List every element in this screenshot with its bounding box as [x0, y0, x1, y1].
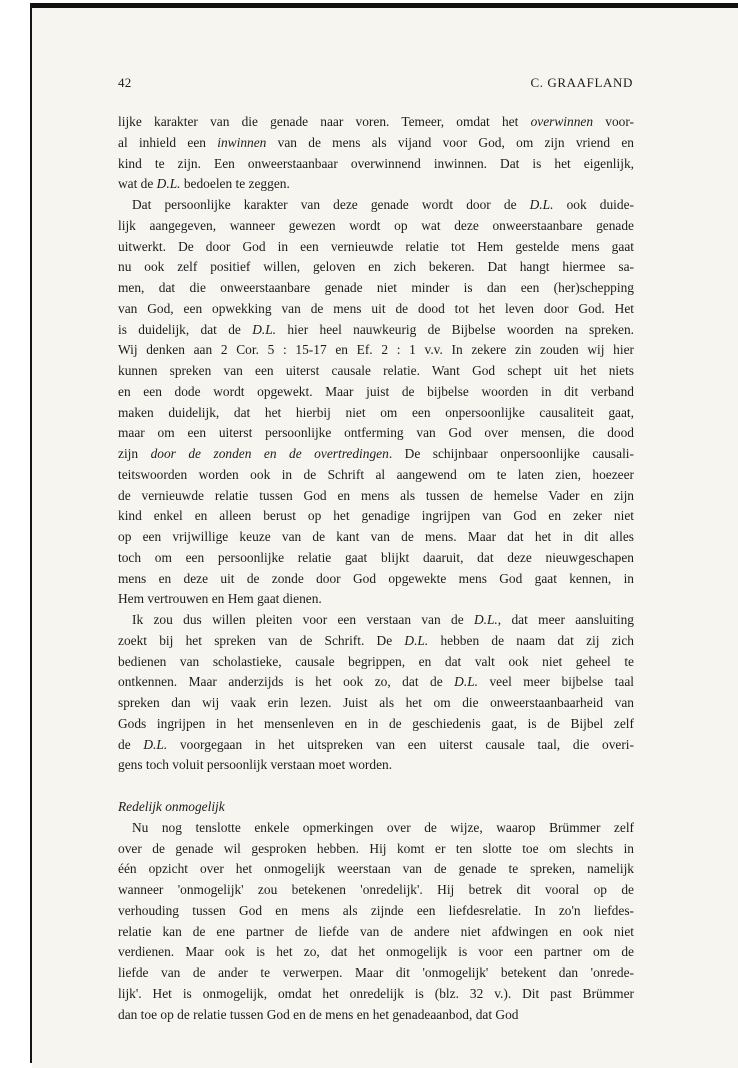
text-line: spreken dan wij vaak erin lezen. Juist als het om die onweerstaanbaarheid van: [118, 695, 634, 710]
text-line: de D.L. voorgegaan in het uitspreken van een uiterst causale taal, die overi-: [118, 736, 634, 752]
text-line: men, dat die onweerstaanbare genade niet minder is dan een (her)schepping: [118, 280, 634, 295]
text-line: Gods ingrijpen in het mensenleven en in de geschiedenis gaat, is de Bijbel zelf: [118, 715, 634, 731]
text-line: zijn door de zonden en de overtredingen. De schijnbaar onpersoonlijke causali-: [118, 446, 634, 461]
text-line: wanneer 'onmogelijk' zou betekenen 'onredelijk'. Hij betrek dit vooral op de: [118, 882, 634, 897]
text-line: over de genade wil gesproken hebben. Hij komt er ten slotte toe om slechts in: [118, 840, 634, 856]
text-line: ontkennen. Maar anderzijds is het ook zo, dat de D.L. veel meer bijbelse taal: [118, 674, 634, 690]
scan-border-left: [30, 3, 32, 1063]
paragraph: [118, 818, 634, 1026]
text-line: toch om een persoonlijke relatie gaat blijkt daaruit, dat deze nieuwgeschapen: [118, 549, 634, 565]
italic-phrase: D.L.: [404, 632, 429, 648]
text-line: kind te zijn. Een onweerstaanbaar overwinnend inwinnen. Dat is het eigenlijk,: [118, 155, 634, 171]
text-line: lijke karakter van die genade naar voren. Temeer, omdat het overwinnen voor-: [118, 114, 634, 129]
text-line: kind enkel en alleen berust op het genadige ingrijpen van God en zeker niet: [118, 508, 634, 524]
text-line: wat de D.L. bedoelen te zeggen.: [118, 176, 290, 192]
text-line: liefde van de ander te verwerpen. Maar dit 'onmogelijk' betekent dan 'onrede-: [118, 965, 634, 980]
text-line: is duidelijk, dat de D.L. hier heel nauwkeurig de Bijbelse woorden na spreken.: [118, 321, 634, 337]
text-line: van God, een opwekking van de mens uit de dood tot het leven door God. Het: [118, 300, 634, 316]
text-line: Hem vertrouwen en Hem gaat dienen.: [118, 591, 322, 607]
text-line: teitswoorden worden ook in de Schrift al aangewend om te laten zien, hoezeer: [118, 466, 634, 482]
text-line: kunnen spreken van een uiterst causale relatie. Want God schept uit het niets: [118, 363, 634, 378]
text-line: zoekt bij het spreken van de Schrift. De D.L. hebben de naam dat zij zich: [118, 632, 635, 648]
italic-phrase: D.L.: [529, 197, 554, 212]
italic-phrase: D.L.: [473, 612, 498, 627]
page-number: 42: [118, 75, 132, 90]
text-line: verhouding tussen God en mens als zijnde een liefdesrelatie. In zo'n liefdes-: [118, 902, 634, 918]
paragraph: [118, 112, 634, 195]
text-line: Ik zou dus willen pleiten voor een verstaan van de D.L., dat meer aansluiting: [132, 612, 635, 627]
section-heading-text: Redelijk onmogelijk: [118, 799, 225, 814]
italic-phrase: D.L.: [156, 176, 181, 192]
text-line: bedienen van scholastieke, causale begrippen, en dat valt ook niet geheel te: [118, 653, 634, 669]
italic-phrase: D.L.: [143, 736, 168, 752]
text-line: dan toe op de relatie tussen God en de mens en het genadeaanbod, dat God: [118, 1006, 519, 1022]
italic-phrase: overwinnen: [530, 114, 594, 129]
text-line: maar om een uiterst persoonlijke ontferming van God over mensen, die dood: [118, 425, 634, 441]
text-line: de vernieuwde relatie tussen God en mens als tussen de hemelse Vader en zijn: [118, 487, 634, 503]
italic-phrase: D.L.: [252, 321, 277, 337]
paragraph: [118, 195, 634, 610]
text-line: maken duidelijk, dat het hierbij niet om een onpersoonlijke causaliteit gaat,: [118, 404, 634, 420]
text-line: één opzicht over het onmogelijk weerstaan van de genade te spreken, namelijk: [118, 861, 634, 877]
text-line: al inhield een inwinnen van de mens als vijand voor God, om zijn vriend en: [118, 134, 634, 150]
italic-phrase: door de zonden en de overtredingen: [150, 446, 389, 461]
text-line: relatie kan de ene partner de liefde van de andere niet afdwingen en ook niet: [118, 923, 634, 939]
text-line: gens toch voluit persoonlijk verstaan moet worden.: [118, 757, 393, 773]
scan-border-top: [30, 3, 738, 8]
text-line: lijk aangegeven, wanneer gewezen wordt op wat deze onweerstaanbare genade: [118, 217, 634, 233]
text-line: Dat persoonlijke karakter van deze genade wordt door de D.L. ook duide-: [132, 197, 634, 212]
text-line: verdienen. Maar ook is het zo, dat het onmogelijk is voor een partner om de: [118, 944, 634, 960]
text-line: nu ook zelf positief willen, geloven en zich bekeren. Dat hangt hiermee sa-: [118, 259, 634, 275]
text-line: lijk'. Het is onmogelijk, omdat het onredelijk is (blz. 32 v.). Dit past Brümmer: [118, 985, 634, 1001]
text-line: Wij denken aan 2 Cor. 5 : 15-17 en Ef. 2 : 1 v.v. In zekere zin zouden wij hier: [118, 342, 634, 358]
text-line: uitwerkt. De door God in een vernieuwde relatie tot Hem gestelde mens gaat: [118, 238, 634, 254]
italic-phrase: inwinnen: [217, 134, 267, 150]
italic-phrase: D.L.: [454, 674, 478, 690]
text-line: en een dode wordt opgewekt. Maar juist de bijbelse woorden in dit verband: [118, 383, 634, 399]
text-line: op een vrijwillige keuze van de kant van de mens. Maar dat het in dit alles: [118, 529, 634, 544]
text-line: Nu nog tenslotte enkele opmerkingen over de wijze, waarop Brümmer zelf: [132, 819, 634, 835]
text-line: mens en deze uit de zonde door God opgewekte mens God gaat kennen, in: [118, 570, 634, 586]
body-text: [118, 112, 634, 1025]
running-head-author: C. GRAAFLAND: [530, 75, 633, 90]
section-heading: [118, 797, 634, 818]
paragraph: [118, 610, 634, 776]
